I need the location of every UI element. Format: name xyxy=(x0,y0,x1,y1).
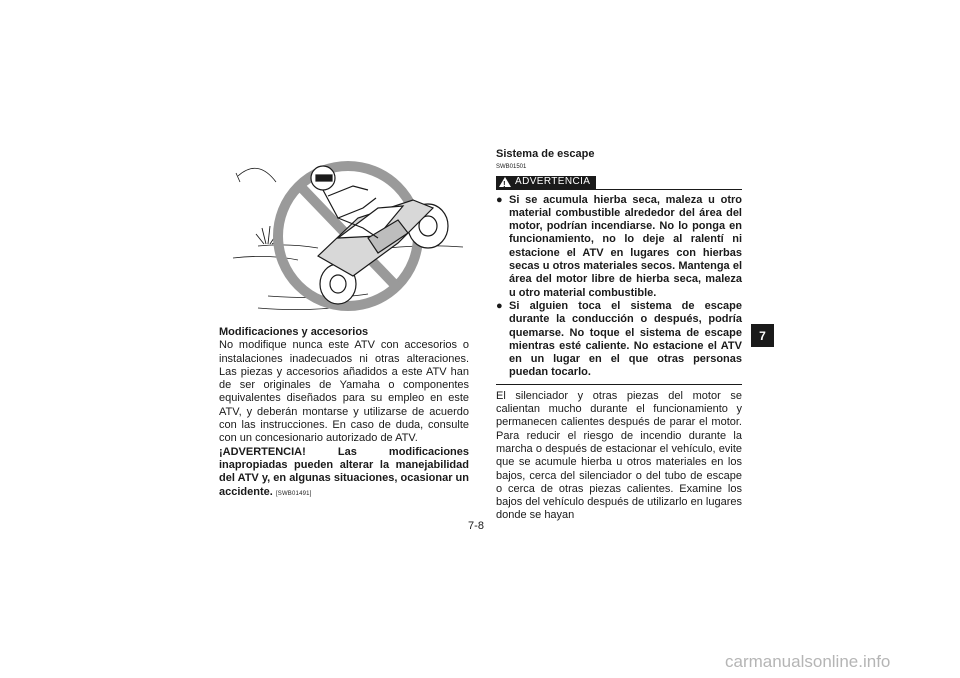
warning-triangle-icon: ! xyxy=(499,177,511,187)
warning-bullet xyxy=(496,300,742,380)
exhaust-section xyxy=(496,148,742,523)
modifications-warning xyxy=(219,446,469,501)
warning-divider xyxy=(496,384,742,385)
watermark: carmanualsonline.info xyxy=(725,652,891,671)
bullet-icon: ● xyxy=(496,193,503,206)
modifications-body: No modifique nunca este ATV con accesorios o instalaciones inadecuados ni otras alteraciones. Las piezas y accesorios añadidos a este ATV han de ser originales de Yamaha o componentes equivalentes diseñados para su empleo en este ATV, y deberán montarse y utilizarse de acuerdo con las instrucciones. En caso de duda, consulte con un concesionario autorizado de ATV. xyxy=(219,339,469,445)
bullet-icon: ● xyxy=(496,299,503,312)
warning-badge xyxy=(496,176,596,189)
modifications-warning-text: ¡ADVERTENCIA! Las modificaciones inapropiadas pueden alterar la manejabilidad del ATV y, en algunas situaciones, ocasionar un accidente. xyxy=(219,445,469,498)
prohibited-atv-wheelie-illustration xyxy=(228,148,468,323)
chapter-tab: 7 xyxy=(751,324,774,347)
warning-bullet xyxy=(496,194,742,300)
warning-label: ADVERTENCIA xyxy=(515,176,591,188)
bullet-text: Si se acumula hierba seca, maleza u otro material combustible alrededor del área del motor, podrían incendiarse. No lo ponga en funcionamiento, no lo deje al ralentí ni estacione el ATV en lugares con hierbas secas u otros materiales secos. Mantenga el área del motor libre de hierba seca, maleza u otro material combustible. xyxy=(509,193,742,299)
warning-code: [SWB01491] xyxy=(275,490,312,497)
modifications-section xyxy=(219,326,469,501)
page-number: 7-8 xyxy=(468,520,484,532)
bullet-text: Si alguien toca el sistema de escape durante la conducción o después, podría quemarse. No toque el sistema de escape mientras esté caliente. No estacione el ATV en un lugar en el que otras personas puedan tocarlo. xyxy=(509,299,742,379)
section-code: SWB01501 xyxy=(496,164,527,171)
section-heading-modifications: Modificaciones y accesorios xyxy=(219,326,369,338)
exhaust-body: El silenciador y otras piezas del motor se calientan mucho durante el funcionamiento y permanecen calientes después de parar el motor. Para reducir el riesgo de incendio durante la marcha o después de estacionar el vehículo, evite que se acumule hierba u otros materiales en los bajos, cerca del silenciador o del tubo de escape o cerca de otras piezas calientes. Examine los bajos del vehículo después de utilizarlo en lugares donde se hayan xyxy=(496,389,742,522)
warning-header xyxy=(496,176,742,190)
section-heading-exhaust: Sistema de escape xyxy=(496,148,595,160)
